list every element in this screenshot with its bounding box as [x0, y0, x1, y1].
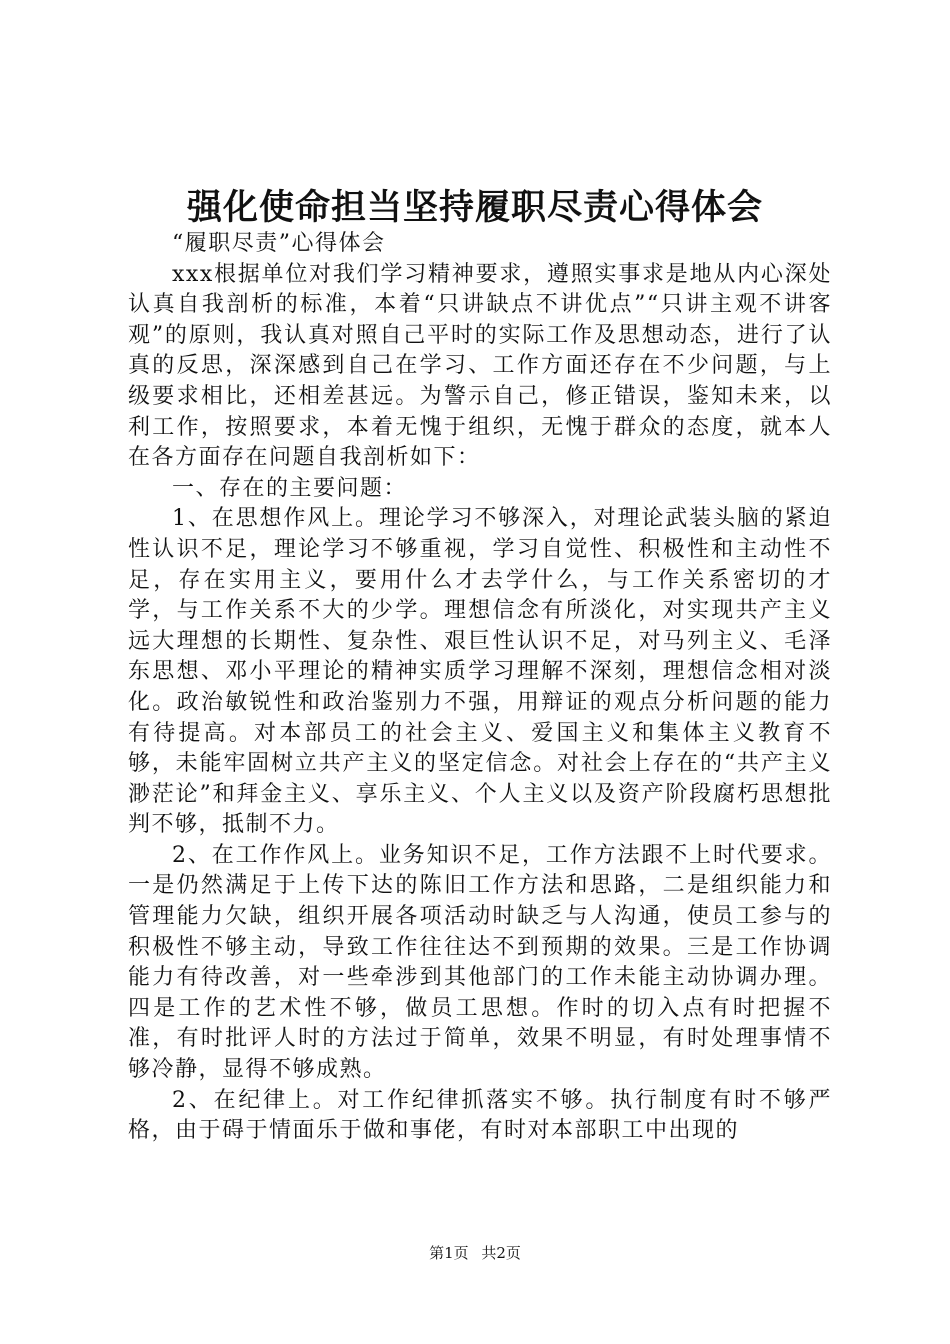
paragraph-work-style: 2、在工作作风上。业务知识不足，工作方法跟不上时代要求。一是仍然满足于上传下达的陈旧工作方法和思路，二是组织能力和管理能力欠缺，组织开展各项活动时缺乏与人沟通，使员工参与的积极性不够主动，导致工作往往达不到预期的效果。三是工作协调能力有待改善，对一些牵涉到其他部门的工作未能主动协调办理。四是工作的艺术性不够，做员工思想。作时的切入点有时把握不准，有时批评人时的方法过于简单，效果不明显，有时处理事情不够冷静，显得不够成熟。 — [128, 842, 832, 1083]
page-footer — [0, 1243, 950, 1263]
paragraph-intro: xxx根据单位对我们学习精神要求，遵照实事求是地从内心深处认真自我剖析的标准，本着“只讲缺点不讲优点”“只讲主观不讲客观”的原则，我认真对照自己平时的实际工作及思想动态，进行了认真的反思，深深感到自己在学习、工作方面还存在不少问题，与上级要求相比，还相差甚远。为警示自己，修正错误，鉴知未来，以利工作，按照要求，本着无愧于组织，无愧于群众的态度，就本人在各方面存在问题自我剖析如下： — [128, 261, 832, 471]
paragraph-subtitle: “履职尽责”心得体会 — [172, 231, 386, 256]
page-number-total: 共2页 — [481, 1244, 521, 1262]
document-title: 强化使命担当坚持履职尽责心得体会 — [186, 188, 763, 228]
paragraph-section-heading: 一、存在的主要问题： — [172, 475, 408, 501]
page-number-current: 第1页 — [429, 1244, 469, 1262]
document-body — [128, 229, 832, 1147]
paragraph-discipline: 2、在纪律上。对工作纪律抓落实不够。执行制度有时不够严格，由于碍于情面乐于做和事佬，有时对本部职工中出现的 — [128, 1087, 832, 1144]
paragraph-thought-style: 1、在思想作风上。理论学习不够深入，对理论武装头脑的紧迫性认识不足，理论学习不够重视，学习自觉性、积极性和主动性不足，存在实用主义，要用什么才去学什么，与工作关系密切的才学，与工作关系不大的少学。理想信念有所淡化，对实现共产主义远大理想的长期性、复杂性、艰巨性认识不足，对马列主义、毛泽东思想、邓小平理论的精神实质学习理解不深刻，理想信念相对淡化。政治敏锐性和政治鉴别力不强，用辩证的观点分析问题的能力有待提高。对本部员工的社会主义、爱国主义和集体主义教育不够，未能牢固树立共产主义的坚定信念。对社会上存在的“共产主义渺茫论”和拜金主义、享乐主义、个人主义以及资产阶段腐朽思想批判不够，抵制不力。 — [128, 506, 832, 838]
